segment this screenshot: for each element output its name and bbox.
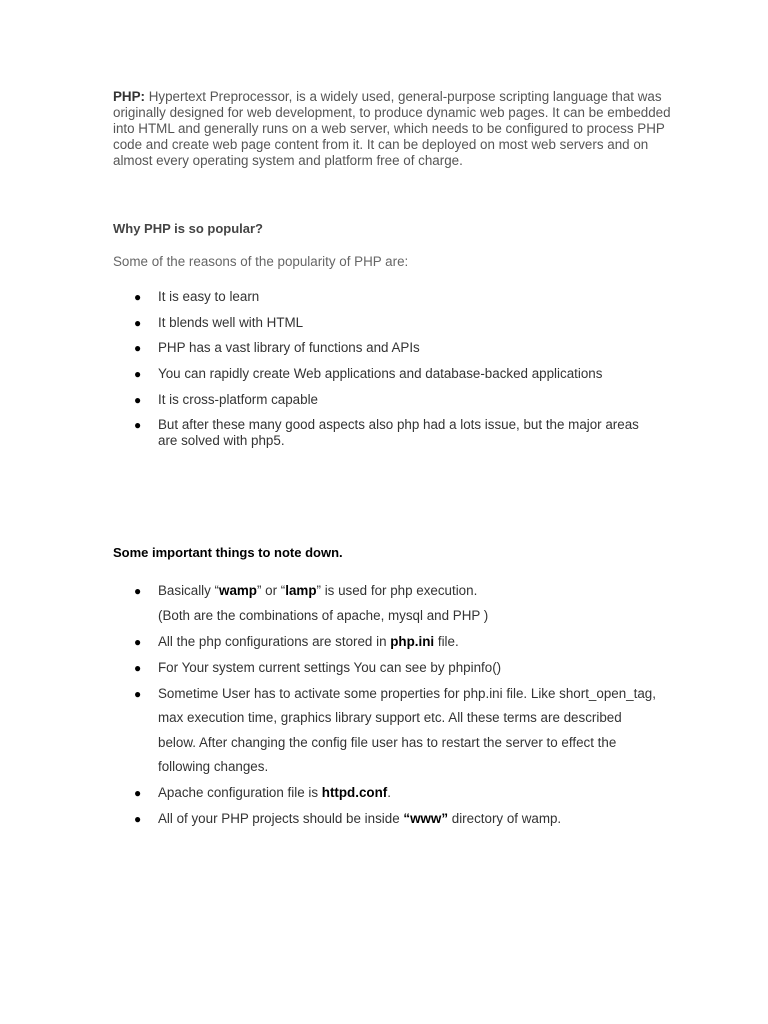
section1-heading: Why PHP is so popular? (113, 221, 264, 236)
list-item-note: (Both are the combinations of apache, mysql and PHP ) (158, 607, 489, 623)
bullet-icon: ● (134, 686, 142, 701)
list-item (0, 807, 658, 832)
bullet-icon: ● (134, 812, 142, 826)
bullet-icon: ● (134, 315, 142, 330)
bold-term: lamp (285, 583, 317, 598)
intro-lead: PHP: (113, 89, 145, 104)
list-item-text (158, 583, 488, 623)
bullet-icon: ● (134, 367, 142, 382)
text-segment: All of your PHP projects should be inside (158, 811, 404, 826)
list-item (0, 392, 658, 408)
bullet-icon: ● (134, 341, 142, 356)
intro-paragraph (113, 89, 673, 169)
list-item-text: PHP has a vast library of functions and APIs (158, 340, 420, 356)
list-item (0, 417, 658, 449)
intro-text: Hypertext Preprocessor, is a widely used, general-purpose scripting language that was originally designed for web development, to produce dynamic web pages. It can be embedded into HTML and generally runs on a web server, which needs to be configured to process PHP code and create web page content from it. It can be deployed on most web servers and on almost every operating system and platform free of charge. (113, 89, 671, 168)
bold-term: “www” (403, 811, 449, 826)
list-item-text: But after these many good aspects also php had a lots issue, but the major areas are solved with php5. (158, 417, 639, 449)
list-item-text: You can rapidly create Web applications and database-backed applications (158, 366, 603, 382)
bullet-icon: ● (134, 584, 142, 598)
bold-term: wamp (219, 583, 257, 598)
list-item (0, 579, 658, 628)
list-item (0, 366, 658, 382)
popularity-list (0, 289, 768, 459)
text-segment: ” is used for php execution. (316, 583, 478, 598)
bullet-icon: ● (134, 786, 142, 800)
list-item-text (158, 785, 391, 800)
list-item (0, 682, 658, 780)
list-item-text: It is easy to learn (158, 289, 260, 304)
bullet-icon: ● (134, 392, 142, 407)
text-segment: directory of wamp. (448, 811, 562, 826)
list-item (0, 630, 658, 655)
text-segment: All the php configurations are stored in (158, 633, 391, 649)
text-segment: Basically “ (158, 583, 220, 598)
section2-heading: Some important things to note down. (113, 545, 343, 560)
bullet-icon: ● (134, 418, 142, 433)
bold-term: php.ini (390, 633, 435, 649)
list-item (0, 656, 658, 681)
bullet-icon: ● (134, 634, 142, 649)
bold-term: httpd.conf (321, 785, 388, 800)
list-item (0, 340, 658, 356)
list-item-text: For Your system current settings You can see by phpinfo() (158, 659, 502, 675)
bullet-icon: ● (134, 660, 142, 675)
text-segment: . (387, 785, 391, 800)
list-item (0, 781, 658, 806)
list-item (0, 289, 658, 305)
text-segment: file. (434, 633, 459, 649)
list-item (0, 315, 658, 331)
list-item-text: It blends well with HTML (158, 314, 304, 330)
list-item-text (158, 634, 459, 649)
bullet-icon: ● (134, 290, 142, 304)
section1-subtitle: Some of the reasons of the popularity of PHP are: (113, 254, 409, 269)
list-item-text: Sometime User has to activate some properties for php.ini file. Like short_open_tag, max execution time, graphics library support etc. All these terms are described below. After changing the config file user has to restart the server to effect the following changes. (158, 685, 656, 774)
list-item-text: It is cross-platform capable (158, 391, 319, 407)
text-segment: ” or “ (256, 583, 286, 598)
list-item-text (158, 811, 561, 826)
notes-list (0, 579, 768, 833)
text-segment: Apache configuration file is (158, 785, 322, 800)
